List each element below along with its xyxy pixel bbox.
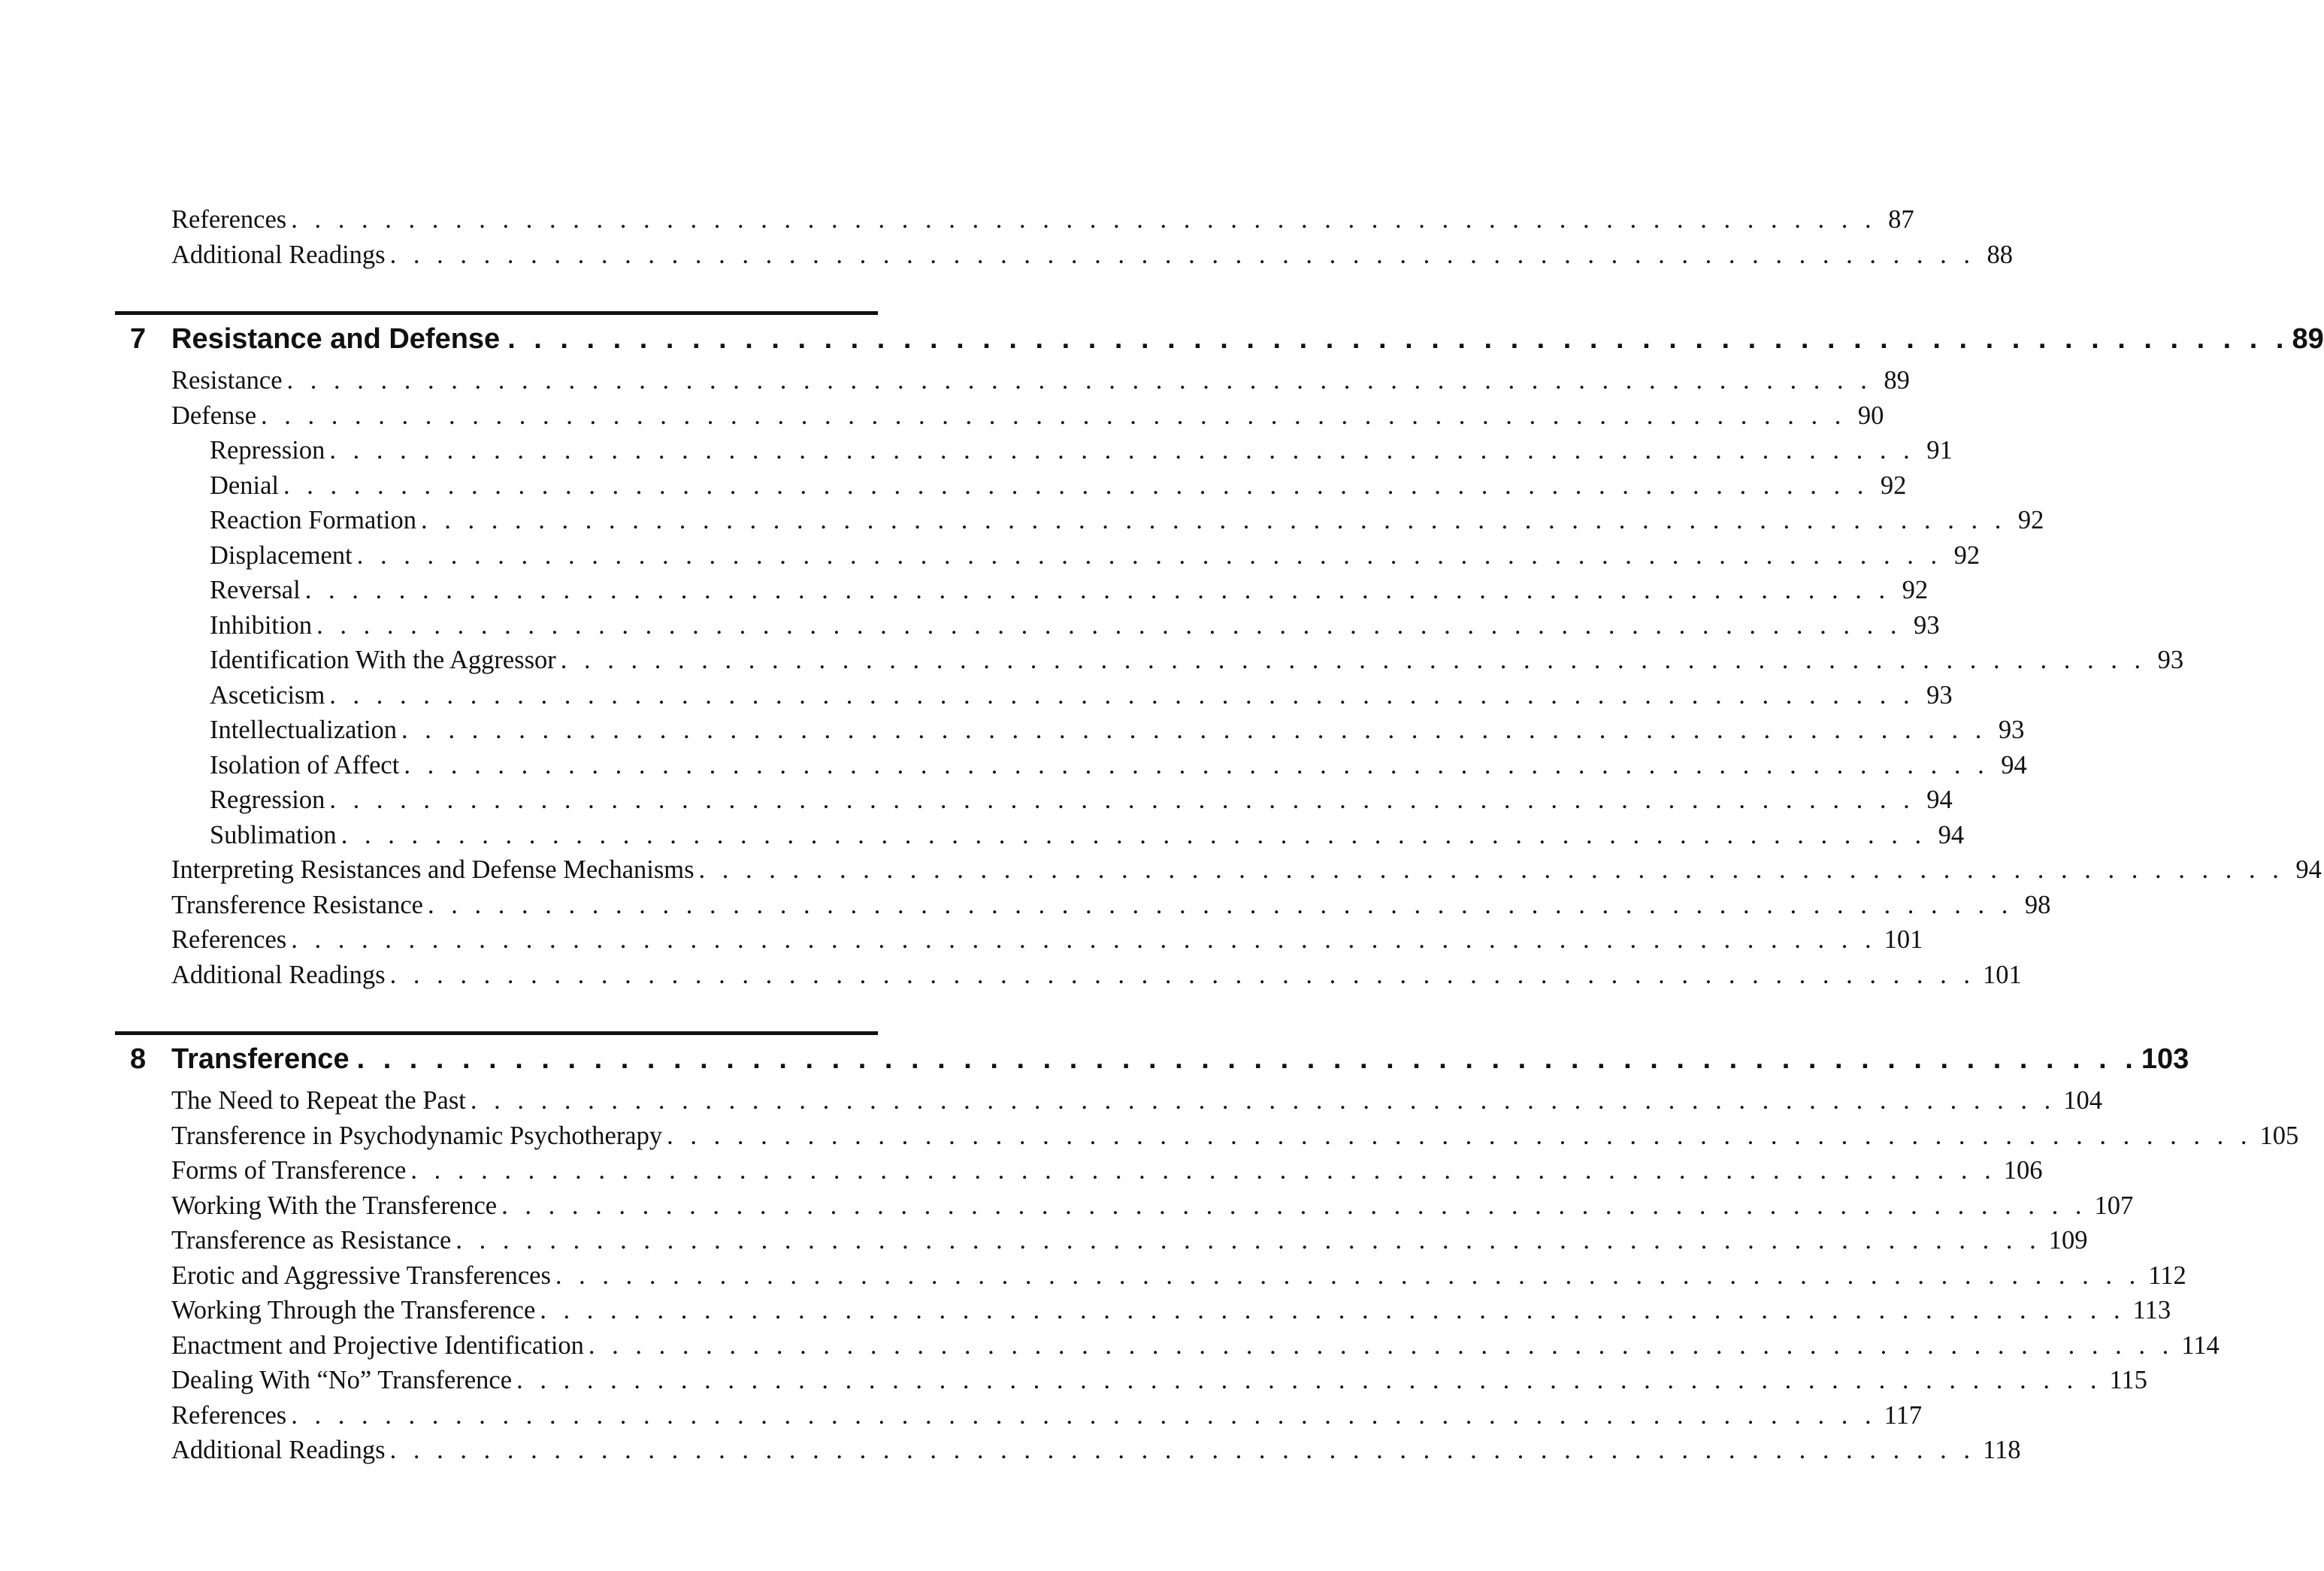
toc-subentry[interactable] — [115, 573, 1929, 608]
toc-page-number: 107 — [2094, 1191, 2134, 1220]
toc-entry-title: Dealing With “No” Transference — [171, 1366, 513, 1394]
dot-leader: . . . . . . . . . . . . . . . . . . . . . . . . . . . . . . . . . . . . . . . . . . . . . . . . . . . . . . . . . . . . . . . . . . . . — [291, 925, 1877, 954]
toc-entry[interactable] — [115, 1328, 2220, 1364]
toc-entry[interactable] — [115, 1118, 2299, 1154]
toc-entry-title: Working Through the Transference — [171, 1296, 536, 1324]
toc-page-number: 117 — [1884, 1400, 1923, 1430]
dot-leader: . . . . . . . . . . . . . . . . . . . . . . . . . . . . . . . . . . . . . . . . . . . . . . . . . . . . . . . . . . . . . . . . . . . . — [291, 1400, 1877, 1430]
dot-leader: . . . . . . . . . . . . . . . . . . . . . . . . . . . . . . . . . . . . . . . . . . . . . . . . . . . . . . . . . . . . . . . . . . . . — [698, 855, 2284, 884]
toc-entry-title: Working With the Transference — [171, 1191, 498, 1220]
toc-page-number: 106 — [2003, 1156, 2043, 1185]
toc-subentry[interactable] — [115, 713, 2025, 748]
toc-entry[interactable] — [115, 398, 1884, 434]
dot-leader: . . . . . . . . . . . . . . . . . . . . . . . . . . . . . . . . . . . . . . . . . . . . . . . . . . . . . . . . . . . . . . . . . . . . — [304, 576, 1891, 604]
toc-entry[interactable] — [115, 1153, 2043, 1188]
toc-entry-title: Enactment and Projective Identification — [171, 1330, 584, 1360]
toc-page-number: 94 — [2295, 855, 2322, 884]
toc-page-number: 88 — [1987, 240, 2013, 269]
toc-page-number: 118 — [1982, 1436, 2021, 1464]
toc-entry-title: Transference as Resistance — [171, 1226, 452, 1255]
toc-page-number: 93 — [1998, 716, 2025, 744]
toc-page-number: 90 — [1857, 401, 1884, 430]
toc-subentry[interactable] — [115, 503, 2044, 538]
toc-entry-title: Transference Resistance — [171, 890, 423, 919]
dot-leader: . . . . . . . . . . . . . . . . . . . . . . . . . . . . . . . . . . . . . . . . . . . . . . . . . . . . . . . . . . . . . . . . . . . . — [389, 1436, 1975, 1464]
toc-entry-title: Repression — [210, 436, 325, 465]
table-of-contents — [115, 202, 2324, 1468]
dot-leader: . . . . . . . . . . . . . . . . . . . . . . . . . . . . . . . . . . . . . . . . . . . . . . . . . . . . . . . . . . . . . . . . . . . . — [340, 820, 1927, 849]
toc-subentry[interactable] — [115, 678, 1953, 713]
toc-entry-title: Defense — [171, 401, 257, 430]
toc-entry[interactable] — [115, 1223, 2088, 1258]
chapter-title: Resistance and Defense — [171, 323, 501, 355]
toc-page-number: 92 — [1953, 540, 1981, 570]
toc-entry-title: Additional Readings — [171, 1436, 386, 1464]
dot-leader: . . . . . . . . . . . . . . . . . . . . . . . . . . . . . . . . . . . . . . . . . . . . . . . . . . . . . . . . . . . . . . . . . . . . — [427, 890, 2014, 919]
toc-entry-title: Resistance — [171, 366, 283, 395]
toc-entry[interactable] — [115, 1293, 2171, 1328]
toc-entry-title: Erotic and Aggressive Transferences — [171, 1261, 551, 1290]
dot-leader: . . . . . . . . . . . . . . . . . . . . . . . . . . . . . . . . . . . . . . . . . . . . . . . . . . . . . . . . . . . . . . . . . . . . — [516, 1366, 2102, 1394]
dot-leader: . . . . . . . . . . . . . . . . . . . . . . . . . . . . . . . . . . . . . . . . . . . . . . . . . . . . . . . . . . . . . . . . . . . . — [401, 716, 1987, 744]
dot-leader: . . . . . . . . . . . . . . . . . . . . . . . . . . . . . . . . . . . . . . . . . . . . . . . . . . . . . . . . . . . . . . . . . . . . — [316, 610, 1902, 640]
dot-leader: . . . . . . . . . . . . . . . . . . . . . . . . . . . . . . . . . . . . . . . . . . . . . . . . . . . . . . . . . . . . . . . . . . . . — [329, 786, 1915, 814]
toc-subentry[interactable] — [115, 433, 1953, 468]
toc-entry-title: Identification With the Aggressor — [210, 646, 556, 674]
toc-entry-title: Regression — [210, 786, 325, 814]
toc-page-number: 104 — [2063, 1086, 2102, 1115]
chapter-heading-7[interactable] — [115, 315, 2324, 363]
toc-entry[interactable] — [115, 1363, 2147, 1398]
toc-page-number: 93 — [1913, 610, 1940, 640]
toc-page-number: 89 — [1884, 366, 1910, 395]
toc-entry-additional-readings[interactable] — [115, 238, 2013, 273]
toc-entry[interactable] — [115, 363, 1910, 398]
toc-entry[interactable] — [115, 888, 2051, 923]
dot-leader: . . . . . . . . . . . . . . . . . . . . . . . . . . . . . . . . . . . . . . . . . . . . . . . . . . . . . . . . . . . . . . . . . . . . — [560, 646, 2147, 674]
toc-entry[interactable] — [115, 1398, 1923, 1433]
toc-entry-title: References — [171, 925, 287, 954]
toc-page-number: 98 — [2024, 890, 2051, 919]
toc-entry-title: Intellectualization — [210, 716, 398, 744]
dot-leader: . . . . . . . . . . . . . . . . . . . . . . . . . . . . . . . . . . . . . . . . . . . . . . . . . . . . . . . . . . . . . . . . . . . . — [356, 540, 1943, 570]
toc-page-number: 93 — [1926, 680, 1953, 710]
toc-page-number: 115 — [2109, 1366, 2147, 1394]
dot-leader: . . . . . . . . . . . . . . . . . . . . . . . . . . . . . . . . . . . . . . . . . . . . . . . . . . . . . . . . . . . . . . . . . . . . — [291, 205, 1877, 234]
toc-entry[interactable] — [115, 1188, 2134, 1224]
toc-page-number: 93 — [2157, 646, 2184, 674]
toc-page-number: 101 — [1884, 925, 1923, 954]
dot-leader: . . . . . . . . . . . . . . . . . . . . . . . . . . . . . . . . . . . . . . . . . . . . . . . . . . . . . . . . . . . . . . . . . . . . — [540, 1296, 2126, 1324]
toc-entry-title: References — [171, 1400, 287, 1430]
dot-leader: . . . . . . . . . . . . . . . . . . . . . . . . . . . . . . . . . . . . . . . . . . . . . . . . . . . . . . . . . . . . . . . . . . . . — [389, 960, 1975, 989]
toc-page-number: 92 — [1902, 576, 1929, 604]
chapter-heading-8[interactable] — [115, 1035, 2189, 1083]
dot-leader: . . . . . . . . . . . . . . . . . . . . . . . . . . . . . . . . . . . . . . . . . . . . . . . . . . . . . . . . . . . . . . . . . . . . — [588, 1330, 2174, 1360]
spacer — [115, 272, 878, 311]
toc-page-number: 109 — [2048, 1226, 2088, 1255]
toc-page-number: 87 — [1888, 205, 1914, 234]
toc-page-number: 94 — [1938, 820, 1965, 849]
toc-subentry[interactable] — [115, 608, 1940, 643]
dot-leader: . . . . . . . . . . . . . . . . . . . . . . . . . . . . . . . . . . . . . . . . . . . . . . . . . . . . . . . . . . . . . . . . . . . . — [389, 240, 1975, 269]
toc-entry-references[interactable] — [115, 202, 1914, 238]
toc-entry-title: Isolation of Affect — [210, 750, 400, 779]
dot-leader: . . . . . . . . . . . . . . . . . . . . . . . . . . . . . . . . . . . . . . . . . . . . . . . . . . . . . . . . . . . . . . . . . . . . — [410, 1156, 1996, 1185]
toc-entry-title: Sublimation — [210, 820, 337, 849]
chapter-title: Transference — [171, 1043, 350, 1075]
toc-entry-title: Additional Readings — [171, 240, 386, 269]
toc-entry-title: Asceticism — [210, 680, 325, 710]
toc-subentry[interactable] — [115, 538, 1981, 574]
toc-entry[interactable] — [115, 1083, 2102, 1118]
toc-entry[interactable] — [115, 922, 1923, 958]
toc-entry-title: Inhibition — [210, 610, 313, 640]
toc-entry[interactable] — [115, 1258, 2186, 1294]
toc-subentry[interactable] — [115, 748, 2027, 783]
toc-page-number: 94 — [2001, 750, 2027, 779]
toc-page-number: 113 — [2132, 1296, 2171, 1324]
dot-leader: . . . . . . . . . . . . . . . . . . . . . . . . . . . . . . . . . . . . . . . . . . . . . . . . . . . . . . . . . . . . . . . . . . . . — [283, 471, 1869, 500]
dot-leader: . . . . . . . . . . . . . . . . . . . . . . . . . . . . . . . . . . . . . . . . . . . . . . . . . . . . . . . . . . . . . . . . . . . . — [455, 1226, 2041, 1255]
dot-leader: . . . . . . . . . . . . . . . . . . . . . . . . . . . . . . . . . . . . . . . . . . . . . . . . . . . . . . . . . . . . . . . . . . . . — [667, 1121, 2253, 1150]
dot-leader: . . . . . . . . . . . . . . . . . . . . . . . . . . . . . . . . . . . . . . . . . . . . . . . . . . . . . . . . . . . . . . . . . . . . — [356, 1043, 2138, 1075]
toc-entry-title: Reversal — [210, 576, 301, 604]
toc-entry-title: Displacement — [210, 540, 353, 570]
toc-page-number: 105 — [2259, 1121, 2299, 1150]
dot-leader: . . . . . . . . . . . . . . . . . . . . . . . . . . . . . . . . . . . . . . . . . . . . . . . . . . . . . . . . . . . . . . . . . . . . — [329, 436, 1915, 465]
dot-leader: . . . . . . . . . . . . . . . . . . . . . . . . . . . . . . . . . . . . . . . . . . . . . . . . . . . . . . . . . . . . . . . . . . . . — [329, 680, 1915, 710]
toc-entry-title: Additional Readings — [171, 960, 386, 989]
toc-page-number: 101 — [1982, 960, 2022, 989]
toc-page-number: 92 — [1880, 471, 1907, 500]
toc-entry[interactable] — [115, 1433, 2021, 1468]
dot-leader: . . . . . . . . . . . . . . . . . . . . . . . . . . . . . . . . . . . . . . . . . . . . . . . . . . . . . . . . . . . . . . . . . . . . — [501, 1191, 2087, 1220]
toc-subentry[interactable] — [115, 782, 1953, 818]
toc-entry-title: Reaction Formation — [210, 506, 416, 534]
toc-entry-title: Denial — [210, 471, 279, 500]
toc-entry-title: References — [171, 205, 287, 234]
toc-entry[interactable] — [115, 958, 2022, 993]
toc-subentry[interactable] — [115, 818, 1965, 853]
dot-leader: . . . . . . . . . . . . . . . . . . . . . . . . . . . . . . . . . . . . . . . . . . . . . . . . . . . . . . . . . . . . . . . . . . . . — [507, 323, 2289, 355]
toc-subentry[interactable] — [115, 643, 2184, 678]
toc-entry-title: Transference in Psychodynamic Psychotherapy — [171, 1121, 663, 1150]
dot-leader: . . . . . . . . . . . . . . . . . . . . . . . . . . . . . . . . . . . . . . . . . . . . . . . . . . . . . . . . . . . . . . . . . . . . — [421, 506, 2007, 534]
dot-leader: . . . . . . . . . . . . . . . . . . . . . . . . . . . . . . . . . . . . . . . . . . . . . . . . . . . . . . . . . . . . . . . . . . . . — [261, 401, 1847, 430]
chapter-number: 8 — [130, 1043, 147, 1075]
chapter-number: 7 — [130, 323, 147, 355]
toc-entry[interactable] — [115, 852, 2322, 888]
toc-entry-title: Interpreting Resistances and Defense Mechanisms — [171, 855, 694, 884]
toc-entry-title: The Need to Repeat the Past — [171, 1086, 466, 1115]
spacer — [115, 992, 878, 1031]
dot-leader: . . . . . . . . . . . . . . . . . . . . . . . . . . . . . . . . . . . . . . . . . . . . . . . . . . . . . . . . . . . . . . . . . . . . — [470, 1086, 2056, 1115]
chapter-page-number: 103 — [2141, 1043, 2189, 1075]
toc-page-number: 114 — [2181, 1330, 2220, 1360]
chapter-page-number: 89 — [2292, 323, 2324, 355]
toc-page-number: 92 — [2017, 506, 2044, 534]
dot-leader: . . . . . . . . . . . . . . . . . . . . . . . . . . . . . . . . . . . . . . . . . . . . . . . . . . . . . . . . . . . . . . . . . . . . — [404, 750, 1990, 779]
dot-leader: . . . . . . . . . . . . . . . . . . . . . . . . . . . . . . . . . . . . . . . . . . . . . . . . . . . . . . . . . . . . . . . . . . . . — [286, 366, 1872, 395]
toc-subentry[interactable] — [115, 468, 1907, 504]
toc-page-number: 94 — [1926, 786, 1953, 814]
toc-entry-title: Forms of Transference — [171, 1156, 407, 1185]
toc-page-number: 112 — [2148, 1261, 2186, 1290]
toc-page-number: 91 — [1926, 436, 1953, 465]
dot-leader: . . . . . . . . . . . . . . . . . . . . . . . . . . . . . . . . . . . . . . . . . . . . . . . . . . . . . . . . . . . . . . . . . . . . — [555, 1261, 2141, 1290]
